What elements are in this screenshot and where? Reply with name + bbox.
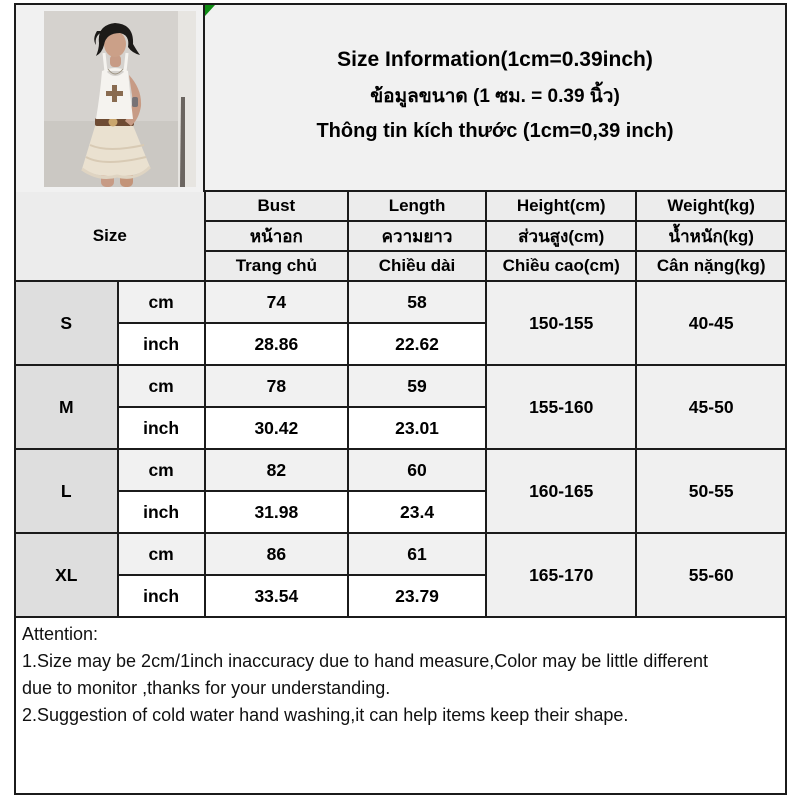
attention-title: Attention: [22, 624, 99, 644]
height-value-cell: 155-160 [486, 365, 636, 449]
weight-value-cell: 45-50 [636, 365, 786, 449]
unit-cell: cm [118, 449, 205, 491]
height-value-cell: 165-170 [486, 533, 636, 617]
table-row [15, 365, 786, 407]
length-value-cell: 22.62 [348, 323, 486, 365]
attention-note-line: due to monitor ,thanks for your understanding. [22, 678, 391, 698]
size-label-cell: XL [15, 533, 118, 617]
col-header-length-vi: Chiều dài [348, 251, 486, 281]
col-header-weight-vi: Cân nặng(kg) [636, 251, 786, 281]
bust-value-cell: 78 [205, 365, 348, 407]
bust-value-cell: 74 [205, 281, 348, 323]
col-header-bust-vi: Trang chủ [205, 251, 348, 281]
table-row [15, 449, 786, 491]
weight-value-cell: 50-55 [636, 449, 786, 533]
unit-cell: inch [118, 323, 205, 365]
title-english: Size Information(1cm=0.39inch) [337, 48, 653, 71]
bust-value-cell: 33.54 [205, 575, 348, 617]
product-photo-image [44, 11, 196, 187]
col-header-bust-en: Bust [205, 191, 348, 221]
weight-value-cell: 40-45 [636, 281, 786, 365]
bust-value-cell: 30.42 [205, 407, 348, 449]
length-value-cell: 23.4 [348, 491, 486, 533]
size-label-cell: L [15, 449, 118, 533]
header-section [16, 5, 785, 192]
length-value-cell: 23.79 [348, 575, 486, 617]
weight-value-cell: 55-60 [636, 533, 786, 617]
col-header-length-th: ความยาว [348, 221, 486, 251]
table-row [15, 281, 786, 323]
size-table [14, 190, 787, 618]
col-header-weight-th: น้ำหนัก(kg) [636, 221, 786, 251]
title-vietnamese: Thông tin kích thước (1cm=0,39 inch) [316, 120, 674, 142]
size-info-panel [14, 3, 787, 795]
col-header-height-en: Height(cm) [486, 191, 636, 221]
length-value-cell: 59 [348, 365, 486, 407]
bust-value-cell: 31.98 [205, 491, 348, 533]
col-header-length-en: Length [348, 191, 486, 221]
attention-note-line: 1.Size may be 2cm/1inch inaccuracy due to hand measure,Color may be little different [22, 651, 709, 671]
table-row [15, 533, 786, 575]
col-header-weight-en: Weight(kg) [636, 191, 786, 221]
length-value-cell: 23.01 [348, 407, 486, 449]
bust-value-cell: 28.86 [205, 323, 348, 365]
unit-cell: inch [118, 407, 205, 449]
unit-cell: cm [118, 365, 205, 407]
length-value-cell: 61 [348, 533, 486, 575]
unit-cell: inch [118, 491, 205, 533]
height-value-cell: 160-165 [486, 449, 636, 533]
attention-section [16, 618, 785, 793]
unit-cell: inch [118, 575, 205, 617]
bust-value-cell: 86 [205, 533, 348, 575]
bust-value-cell: 82 [205, 449, 348, 491]
unit-cell: cm [118, 281, 205, 323]
length-value-cell: 60 [348, 449, 486, 491]
attention-note-line: 2.Suggestion of cold water hand washing,it can help items keep their shape. [22, 705, 629, 725]
col-header-height-th: ส่วนสูง(cm) [486, 221, 636, 251]
title-thai: ข้อมูลขนาด (1 ซม. = 0.39 นิ้ว) [370, 86, 620, 107]
title-block [205, 5, 785, 192]
length-value-cell: 58 [348, 281, 486, 323]
height-value-cell: 150-155 [486, 281, 636, 365]
size-corner-header: Size [15, 191, 205, 281]
col-header-height-vi: Chiều cao(cm) [486, 251, 636, 281]
size-label-cell: S [15, 281, 118, 365]
col-header-bust-th: หน้าอก [205, 221, 348, 251]
product-photo-cell [16, 5, 205, 192]
unit-cell: cm [118, 533, 205, 575]
size-label-cell: M [15, 365, 118, 449]
